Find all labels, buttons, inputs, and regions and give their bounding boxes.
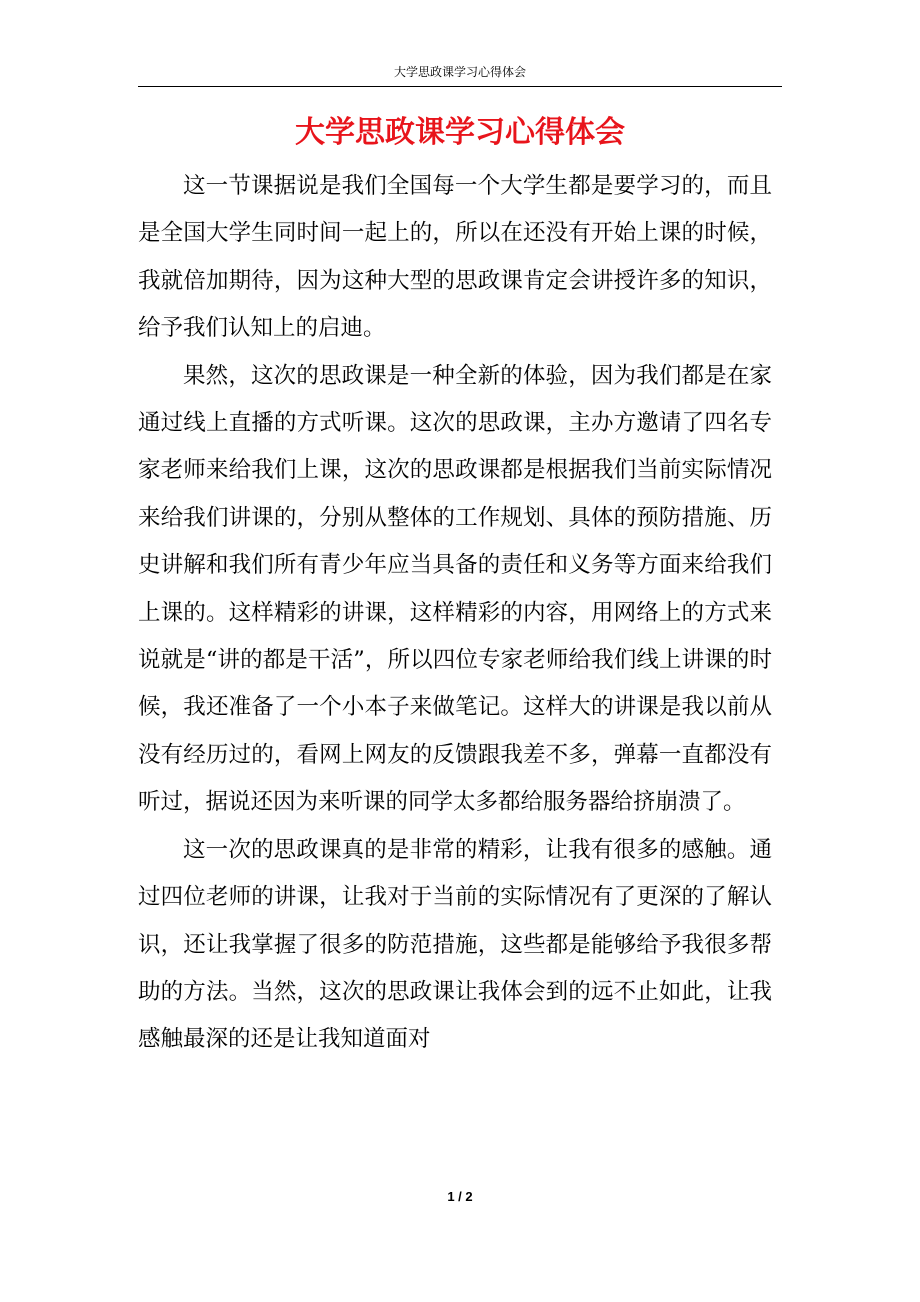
paragraph-2: 果然，这次的思政课是一种全新的体验，因为我们都是在家通过线上直播的方式听课。这次的思政课，主办方邀请了四名专家老师来给我们上课，这次的思政课都是根据我们当前实际情况来给我们讲课的，分别从整体的工作规划、具体的预防措施、历史讲解和我们所有青少年应当具备的责任和义务等方面来给我们上课的。这样精彩的讲课，这样精彩的内容，用网络上的方式来说就是“讲的都是干活”，所以四位专家老师给我们线上讲课的时候，我还准备了一个小本子来做笔记。这样大的讲课是我以前从没有经历过的，看网上网友的反馈跟我差不多，弹幕一直都没有听过，据说还因为来听课的同学太多都给服务器给挤崩溃了。: [138, 362, 772, 816]
header-divider: [138, 86, 782, 87]
document-body: [138, 163, 772, 1064]
paragraph-1: 这一节课据说是我们全国每一个大学生都是要学习的，而且是全国大学生同时间一起上的，所以在还没有开始上课的时候，我就倍加期待，因为这种大型的思政课肯定会讲授许多的知识，给予我们认知上的启迪。: [138, 173, 772, 342]
paragraph-3: 这一次的思政课真的是非常的精彩，让我有很多的感触。通过四位老师的讲课，让我对于当前的实际情况有了更深的了解认识，还让我掌握了很多的防范措施，这些都是能够给予我很多帮助的方法。当然，这次的思政课让我体会到的远不止如此，让我感触最深的还是让我知道面对: [138, 836, 772, 1053]
document-title: 大学思政课学习心得体会: [295, 115, 625, 150]
page-number: 1 / 2: [447, 1189, 473, 1204]
running-header: 大学思政课学习心得体会: [393, 65, 526, 79]
